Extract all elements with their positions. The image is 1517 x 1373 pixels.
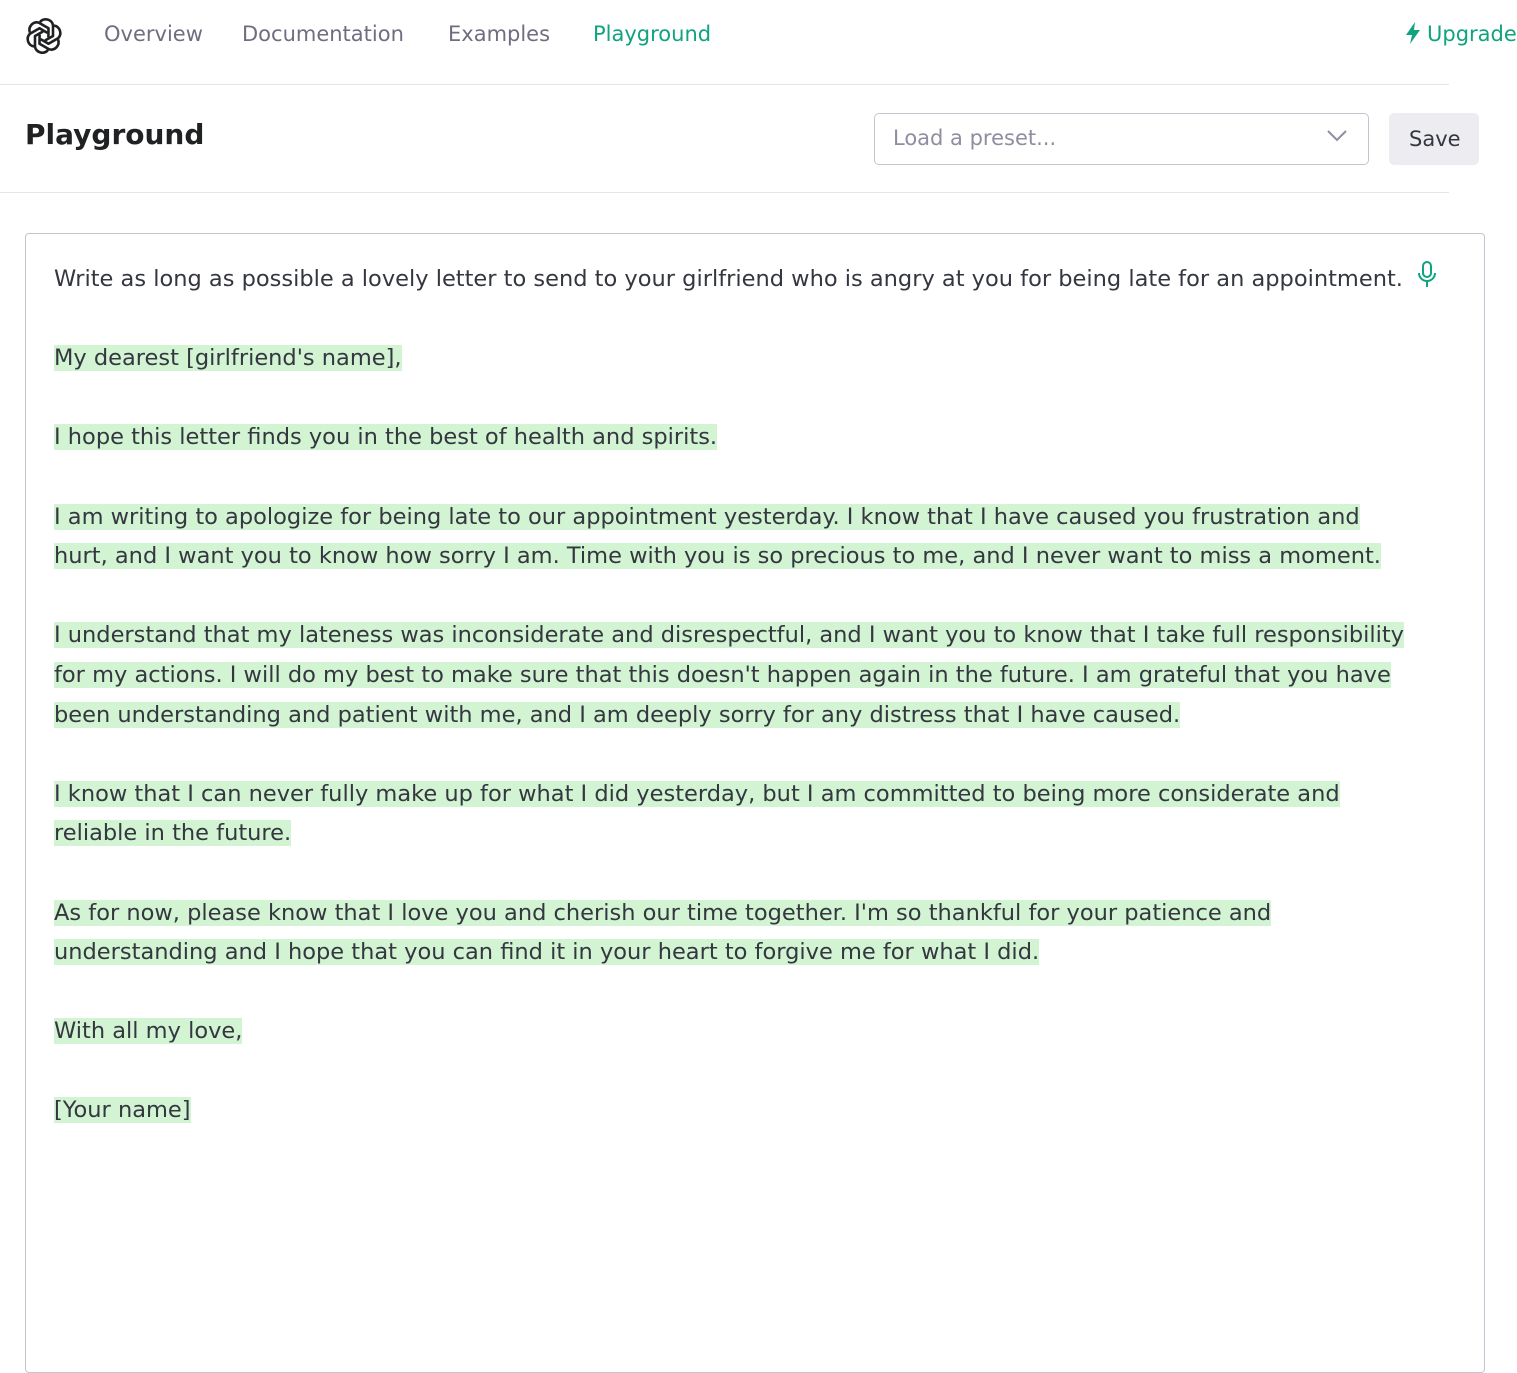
nav-examples[interactable]: Examples	[448, 22, 551, 46]
nav-overview[interactable]: Overview	[104, 22, 203, 46]
chevron-down-icon	[1326, 129, 1348, 143]
completion-closing: With all my love,	[54, 1018, 243, 1045]
page-title: Playground	[25, 118, 205, 151]
completion-paragraph-2: I am writing to apologize for being late to our appointment yesterday. I know that I have caused you frustration and hurt, and I want you to know how sorry I am. Time with you is so precious to me, and I never want to miss a moment.	[54, 503, 1381, 570]
preset-placeholder: Load a preset...	[893, 126, 1057, 150]
nav-documentation[interactable]: Documentation	[242, 22, 404, 46]
completion-paragraph-1: I hope this letter finds you in the best of health and spirits.	[54, 424, 718, 451]
completion-salutation: My dearest [girlfriend's name],	[54, 345, 402, 372]
microphone-icon[interactable]	[1416, 260, 1438, 290]
nav-playground[interactable]: Playground	[593, 22, 712, 46]
upgrade-label: Upgrade	[1427, 22, 1517, 46]
lightning-bolt-icon	[1405, 22, 1421, 44]
save-button[interactable]: Save	[1389, 113, 1479, 165]
top-navigation	[0, 0, 1517, 85]
prompt-text: Write as long as possible a lovely letter to send to your girlfriend who is angry at you for being late for an appointment.	[54, 266, 1403, 292]
completion-paragraph-4: I know that I can never fully make up for what I did yesterday, but I am committed to being more considerate and reliable in the future.	[54, 780, 1340, 847]
preset-select[interactable]	[874, 113, 1369, 165]
completion-paragraph-5: As for now, please know that I love you and cherish our time together. I'm so thankful for your patience and understanding and I hope that you can find it in your heart to forgive me for what I did.	[54, 899, 1272, 966]
completion-signature: [Your name]	[54, 1097, 191, 1124]
page-header	[0, 85, 1461, 193]
completion-paragraph-3: I understand that my lateness was inconsiderate and disrespectful, and I want you to know that I take full responsibility for my actions. I will do my best to make sure that this doesn't happen again in the future. I am grateful that you have been understanding and patient with me, and I am deeply sorry for any distress that I have caused.	[54, 622, 1404, 728]
upgrade-link[interactable]	[1405, 22, 1517, 46]
prompt-editor[interactable]	[25, 233, 1485, 1373]
openai-logo-icon[interactable]	[24, 16, 64, 56]
editor-content[interactable]	[54, 260, 1414, 1171]
